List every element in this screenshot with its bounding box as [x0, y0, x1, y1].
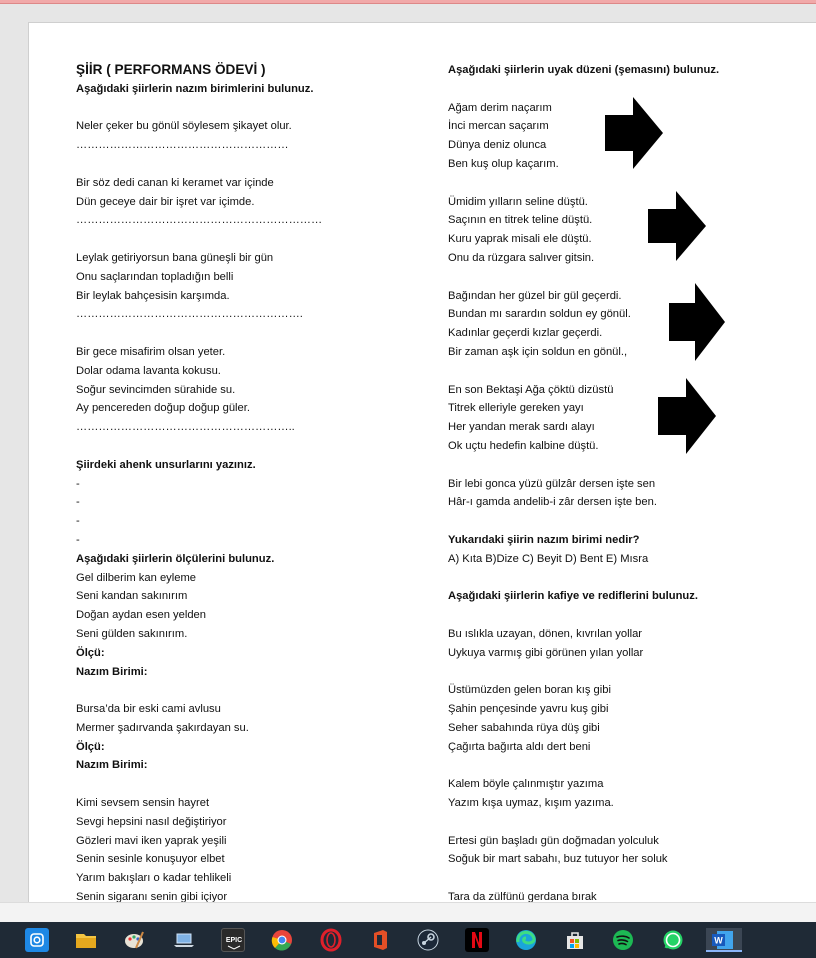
text-line[interactable]: İnci mercan saçarım: [448, 120, 549, 133]
text-line[interactable]: Bir leylak bahçesisin karşımda.: [76, 289, 230, 302]
text-line[interactable]: Mermer şadırvanda şakırdayan su.: [76, 721, 249, 734]
text-line[interactable]: Bir zaman aşk için soldun en gönül.,: [448, 345, 628, 358]
blank-line: [448, 174, 788, 193]
blank-line: [448, 362, 788, 381]
text-line[interactable]: Bir gece misafirim olsan yeter.: [76, 345, 226, 358]
question-heading[interactable]: Aşağıdaki şiirlerin ölçülerini bulunuz.: [76, 552, 275, 565]
blank-line: [76, 155, 416, 174]
text-line[interactable]: Senin sesinle konuşuyor elbet: [76, 853, 225, 866]
question-heading[interactable]: Aşağıdaki şiirlerin nazım birimlerini bulunuz.: [76, 82, 314, 95]
question-heading[interactable]: Aşağıdaki şiirlerin kafiye ve rediflerini bulunuz.: [448, 590, 698, 603]
arrow-right-icon: [605, 97, 663, 169]
text-line[interactable]: Neler çeker bu gönül söylesem şikayet olur.: [76, 120, 292, 133]
svg-text:W: W: [714, 935, 723, 946]
question-heading[interactable]: Nazım Birimi:: [76, 665, 148, 678]
text-line[interactable]: …………………………………………………..: [76, 421, 295, 434]
text-line[interactable]: Dolar odama lavanta kokusu.: [76, 364, 221, 377]
text-line[interactable]: Yarım bakışları o kadar tehlikeli: [76, 872, 232, 885]
text-line[interactable]: Çağırta bağırta aldı dert beni: [448, 740, 591, 753]
steam-icon[interactable]: [416, 928, 440, 952]
text-line[interactable]: Onu da rüzgara salıver gitsin.: [448, 251, 595, 264]
whatsapp-icon[interactable]: [661, 928, 685, 952]
text-line[interactable]: Kalem böyle çalınmıştır yazıma: [448, 778, 604, 791]
blank-line: [448, 512, 788, 531]
epic-label: EPIC: [225, 937, 243, 944]
text-line[interactable]: Ok uçtu hedefin kalbine düştü.: [448, 439, 599, 452]
windows-taskbar: [0, 922, 816, 958]
edge-icon[interactable]: [514, 928, 538, 952]
text-line[interactable]: Ümidim yılların seline düştü.: [448, 195, 588, 208]
text-line[interactable]: Leylak getiriyorsun bana güneşli bir gün: [76, 251, 274, 264]
question-heading[interactable]: Şiirdeki ahenk unsurlarını yazınız.: [76, 458, 256, 471]
blank-line: [76, 681, 416, 700]
text-line[interactable]: Ağam derim naçarım: [448, 101, 552, 114]
blank-line: [448, 869, 788, 888]
text-line[interactable]: Bursa’da bir eski cami avlusu: [76, 703, 221, 716]
question-heading[interactable]: Ölçü:: [76, 740, 105, 753]
text-line[interactable]: Onu saçlarından topladığın belli: [76, 270, 234, 283]
text-line[interactable]: Şahin pençesinde yavru kuş gibi: [448, 703, 609, 716]
blank-line: [448, 80, 788, 99]
blank-line: [76, 437, 416, 456]
text-line[interactable]: Seni gülden sakınırım.: [76, 627, 188, 640]
status-bar: [0, 902, 816, 922]
text-line[interactable]: Ay pencereden doğup doğup güler.: [76, 402, 250, 415]
word-icon[interactable]: [706, 928, 742, 952]
text-line[interactable]: Her yandan merak sardı alayı: [448, 421, 595, 434]
text-line[interactable]: Hâr-ı gamda andelib-i zâr dersen işte ben.: [448, 496, 657, 509]
chrome-icon[interactable]: [270, 928, 294, 952]
question-heading[interactable]: Ölçü:: [76, 646, 105, 659]
store-icon[interactable]: [563, 928, 587, 952]
right-column: [448, 61, 788, 902]
file-explorer-icon[interactable]: [74, 928, 98, 952]
text-line[interactable]: Dün geceye dair bir işret var içimde.: [76, 195, 255, 208]
epic-games-icon[interactable]: [221, 928, 245, 952]
left-column: [76, 61, 416, 902]
text-line[interactable]: Gel dilberim kan eyleme: [76, 571, 197, 584]
text-line[interactable]: Tara da zülfünü gerdana bırak: [448, 891, 597, 902]
text-line[interactable]: Soğuk bir mart sabahı, buz tutuyor her soluk: [448, 853, 668, 866]
text-line[interactable]: …………………………………………………: [76, 139, 289, 152]
spotify-icon[interactable]: [611, 928, 635, 952]
text-line[interactable]: -: [76, 496, 80, 509]
laptop-icon[interactable]: [172, 928, 196, 952]
blank-line: [448, 456, 788, 475]
text-line[interactable]: Kuru yaprak misali ele düştü.: [448, 233, 592, 246]
text-line[interactable]: Seni kandan sakınırım: [76, 590, 188, 603]
text-line[interactable]: Bir lebi gonca yüzü gülzâr dersen işte sen: [448, 477, 656, 490]
blank-line: [76, 99, 416, 118]
text-line[interactable]: Bağından her güzel bir gül geçerdi.: [448, 289, 622, 302]
question-heading[interactable]: Nazım Birimi:: [76, 759, 148, 772]
arrow-right-icon: [669, 283, 725, 361]
opera-icon[interactable]: [319, 928, 343, 952]
blank-line: [448, 606, 788, 625]
text-line[interactable]: Ben kuş olup kaçarım.: [448, 157, 559, 170]
text-line[interactable]: -: [76, 533, 80, 546]
document-page[interactable]: [28, 22, 816, 902]
arrow-right-icon: [658, 378, 716, 454]
instagram-icon[interactable]: [25, 928, 49, 952]
office-icon[interactable]: [368, 928, 392, 952]
text-line[interactable]: Saçının en titrek teline düştü.: [448, 214, 593, 227]
text-line[interactable]: A) Kıta B)Dize C) Beyit D) Bent E) Mısra: [448, 552, 649, 565]
window-top-border: [0, 0, 816, 4]
text-line[interactable]: Sevgi hepsini nasıl değiştiriyor: [76, 815, 227, 828]
text-line[interactable]: Bundan mı sarardın soldun ey gönül.: [448, 308, 631, 321]
blank-line: [76, 230, 416, 249]
text-line[interactable]: Soğur sevincimden sürahide su.: [76, 383, 236, 396]
blank-line: [76, 324, 416, 343]
text-line[interactable]: Bu ıslıkla uzayan, dönen, kıvrılan yollar: [448, 627, 643, 640]
text-line[interactable]: -: [76, 515, 80, 528]
arrow-right-icon: [648, 191, 706, 261]
blank-line: [448, 663, 788, 682]
text-line[interactable]: Bir söz dedi canan ki keramet var içinde: [76, 176, 274, 189]
blank-line: [448, 813, 788, 832]
text-line[interactable]: …………………………………………………………: [76, 214, 323, 227]
text-line[interactable]: -: [76, 477, 80, 490]
text-line[interactable]: Üstümüzden gelen boran kış gibi: [448, 684, 611, 697]
text-line[interactable]: Titrek elleriyle gereken yayı: [448, 402, 584, 415]
text-line[interactable]: Dünya deniz olunca: [448, 139, 547, 152]
document-title[interactable]: ŞİİR ( PERFORMANS ÖDEVİ ): [76, 62, 266, 77]
blank-line: [448, 756, 788, 775]
text-line[interactable]: En son Bektaşi Ağa çöktü dizüstü: [448, 383, 614, 396]
text-line[interactable]: Ertesi gün başladı gün doğmadan yolculuk: [448, 834, 659, 847]
text-line[interactable]: …………………………………………………….: [76, 308, 303, 321]
text-line[interactable]: Kimi sevsem sensin hayret: [76, 797, 210, 810]
text-line[interactable]: Kadınlar geçerdi kızlar geçerdi.: [448, 327, 603, 340]
paint-icon[interactable]: [122, 928, 146, 952]
blank-line: [76, 775, 416, 794]
text-line[interactable]: Gözleri mavi iken yaprak yeşili: [76, 834, 227, 847]
question-heading[interactable]: Aşağıdaki şiirlerin uyak düzeni (şemasını) bulunuz.: [448, 64, 720, 76]
netflix-icon[interactable]: [465, 928, 489, 952]
text-line[interactable]: Seher sabahında rüya düş gibi: [448, 721, 600, 734]
question-heading[interactable]: Yukarıdaki şiirin nazım birimi nedir?: [448, 533, 640, 546]
blank-line: [448, 569, 788, 588]
text-line[interactable]: Senin sigaranı senin gibi içiyor: [76, 891, 228, 902]
blank-line: [448, 268, 788, 287]
text-line[interactable]: Yazım kışa uymaz, kışım yazıma.: [448, 797, 614, 810]
text-line[interactable]: Doğan aydan esen yelden: [76, 609, 207, 622]
text-line[interactable]: Uykuya varmış gibi görünen yılan yollar: [448, 646, 644, 659]
